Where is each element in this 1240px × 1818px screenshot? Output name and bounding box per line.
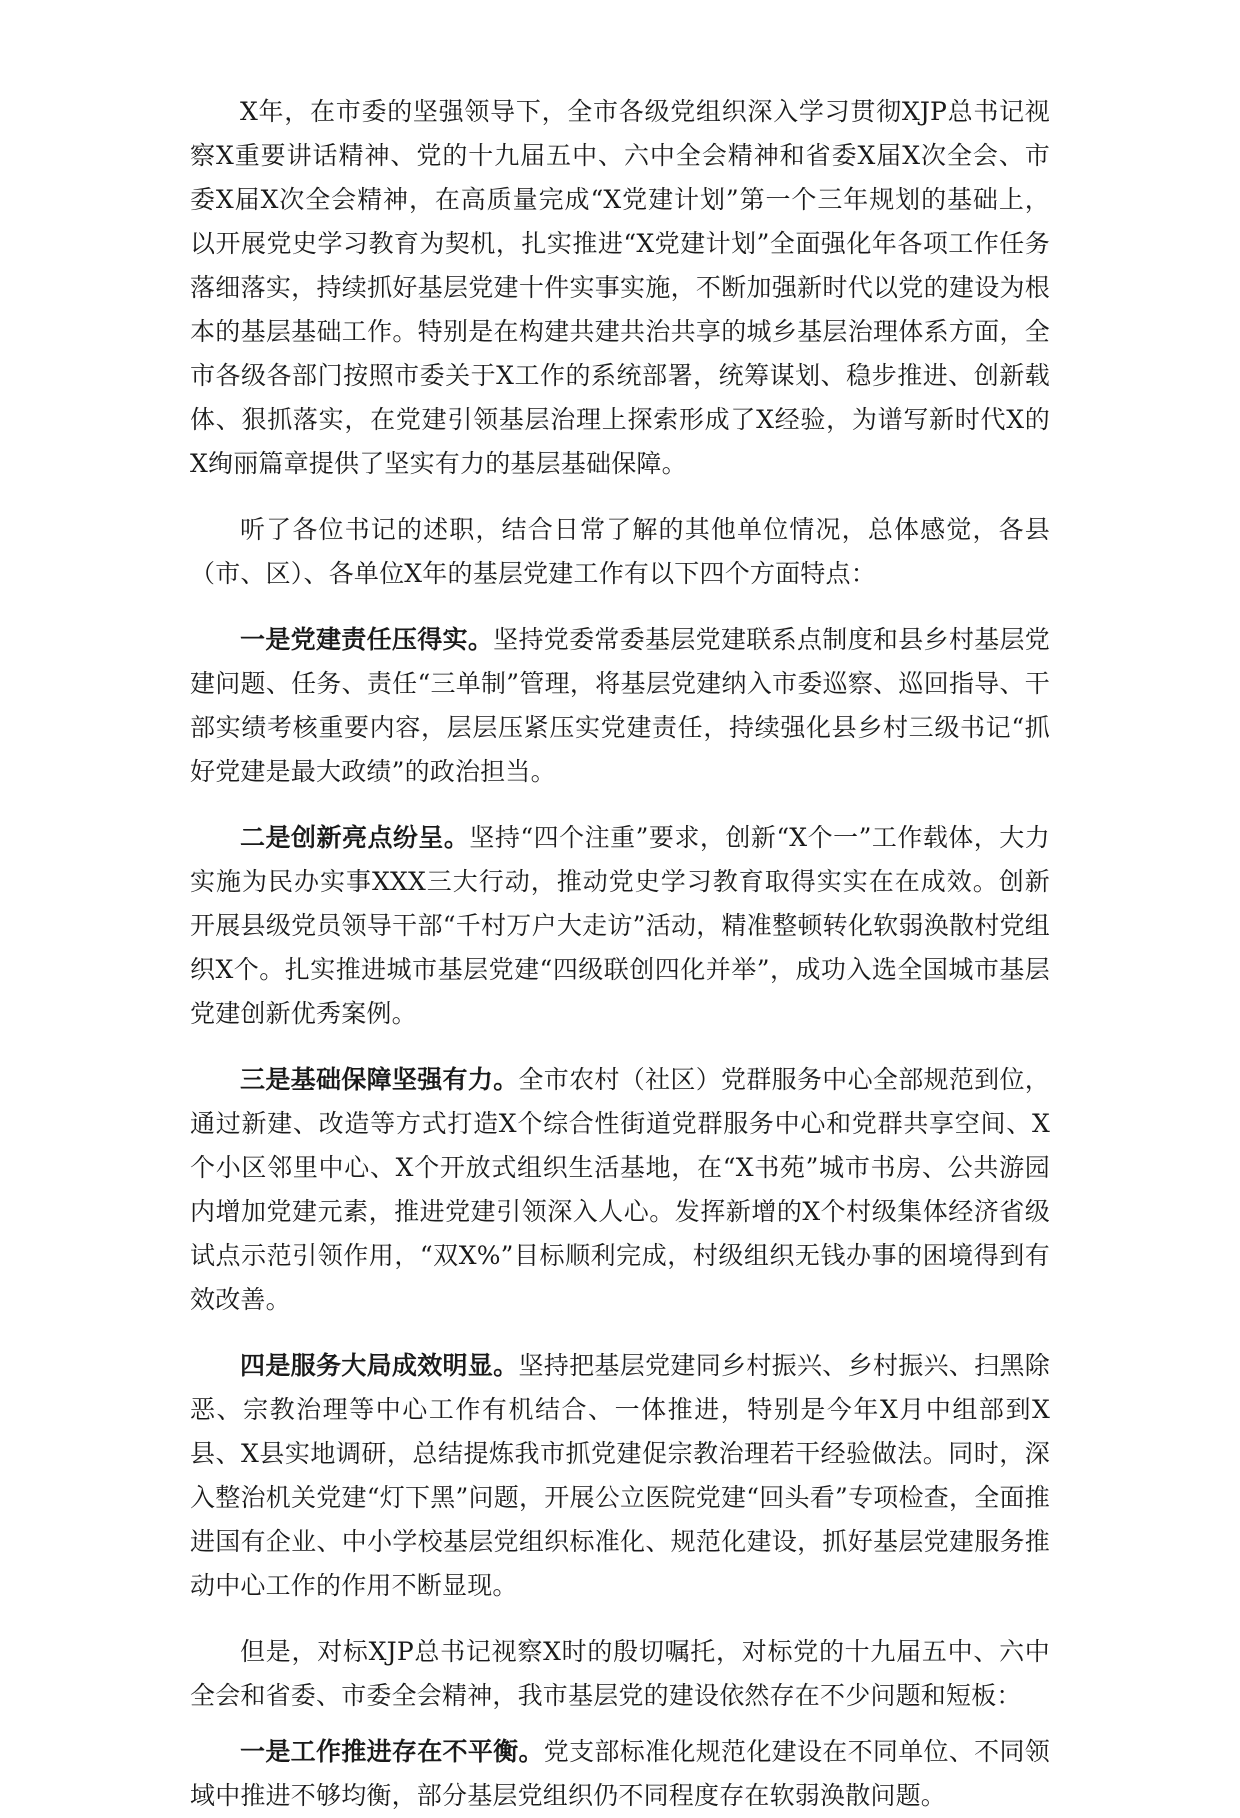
point-lead-3: 三是基础保障坚强有力。	[240, 1065, 519, 1094]
summary-paragraph: 听了各位书记的述职，结合日常了解的其他单位情况，总体感觉，各县（市、区）、各单位X年的基层党建工作有以下四个方面特点：	[190, 515, 1050, 588]
point-lead-2: 二是创新亮点纷呈。	[240, 823, 470, 852]
point-text-2: 坚持“四个注重”要求，创新“X个一”工作载体，大力实施为民办实事XXX三大行动，推动党史学习教育取得实实在在成效。创新开展县级党员领导干部“千村万户大走访”活动，精准整顿转化软弱涣散村党组织X个。扎实推进城市基层党建“四级联创四化并举”，成功入选全国城市基层党建创新优秀案例。	[190, 823, 1050, 1028]
intro-paragraph: X年，在市委的坚强领导下，全市各级党组织深入学习贯彻XJP总书记视察X重要讲话精神、党的十九届五中、六中全会精神和省委X届X次全会、市委X届X次全会精神，在高质量完成“X党建计划”第一个三年规划的基础上，以开展党史学习教育为契机，扎实推进“X党建计划”全面强化年各项工作任务落细落实，持续抓好基层党建十件实事实施，不断加强新时代以党的建设为根本的基层基础工作。特别是在构建共建共治共享的城乡基层治理体系方面，全市各级各部门按照市委关于X工作的系统部署，统筹谋划、稳步推进、创新载体、狠抓落实，在党建引领基层治理上探索形成了X经验，为谱写新时代X的X绚丽篇章提供了坚实有力的基层基础保障。	[190, 97, 1050, 478]
point-paragraph-3	[190, 1058, 1050, 1322]
point-text-1: 坚持党委常委基层党建联系点制度和县乡村基层党建问题、任务、责任“三单制”管理，将基层党建纳入市委巡察、巡回指导、干部实绩考核重要内容，层层压紧压实党建责任，持续强化县乡村三级书记“抓好党建是最大政绩”的政治担当。	[190, 625, 1050, 786]
point-lead-1: 一是党建责任压得实。	[240, 625, 494, 654]
point-paragraph-1	[190, 618, 1050, 794]
problem-text-1: 党支部标准化规范化建设在不同单位、不同领域中推进不够均衡，部分基层党组织仍不同程度存在软弱涣散问题。	[190, 1737, 1050, 1810]
document-page	[190, 90, 1050, 1818]
transition-paragraph: 但是，对标XJP总书记视察X时的殷切嘱托，对标党的十九届五中、六中全会和省委、市委全会精神，我市基层党的建设依然存在不少问题和短板：	[190, 1637, 1050, 1710]
problem-paragraph-1	[190, 1730, 1050, 1818]
point-lead-4: 四是服务大局成效明显。	[240, 1351, 519, 1380]
point-text-4: 坚持把基层党建同乡村振兴、乡村振兴、扫黑除恶、宗教治理等中心工作有机结合、一体推进，特别是今年X月中组部到X县、X县实地调研，总结提炼我市抓党建促宗教治理若干经验做法。同时，深入整治机关党建“灯下黑”问题，开展公立医院党建“回头看”专项检查，全面推进国有企业、中小学校基层党组织标准化、规范化建设，抓好基层党建服务推动中心工作的作用不断显现。	[190, 1351, 1051, 1600]
point-text-3: 全市农村（社区）党群服务中心全部规范到位，通过新建、改造等方式打造X个综合性街道党群服务中心和党群共享空间、X个小区邻里中心、X个开放式组织生活基地，在“X书苑”城市书房、公共游园内增加党建元素，推进党建引领深入人心。发挥新增的X个村级集体经济省级试点示范引领作用，“双X%”目标顺利完成，村级组织无钱办事的困境得到有效改善。	[190, 1065, 1051, 1314]
point-paragraph-2	[190, 816, 1050, 1036]
point-paragraph-4	[190, 1344, 1050, 1608]
problem-lead-1: 一是工作推进存在不平衡。	[240, 1737, 544, 1766]
